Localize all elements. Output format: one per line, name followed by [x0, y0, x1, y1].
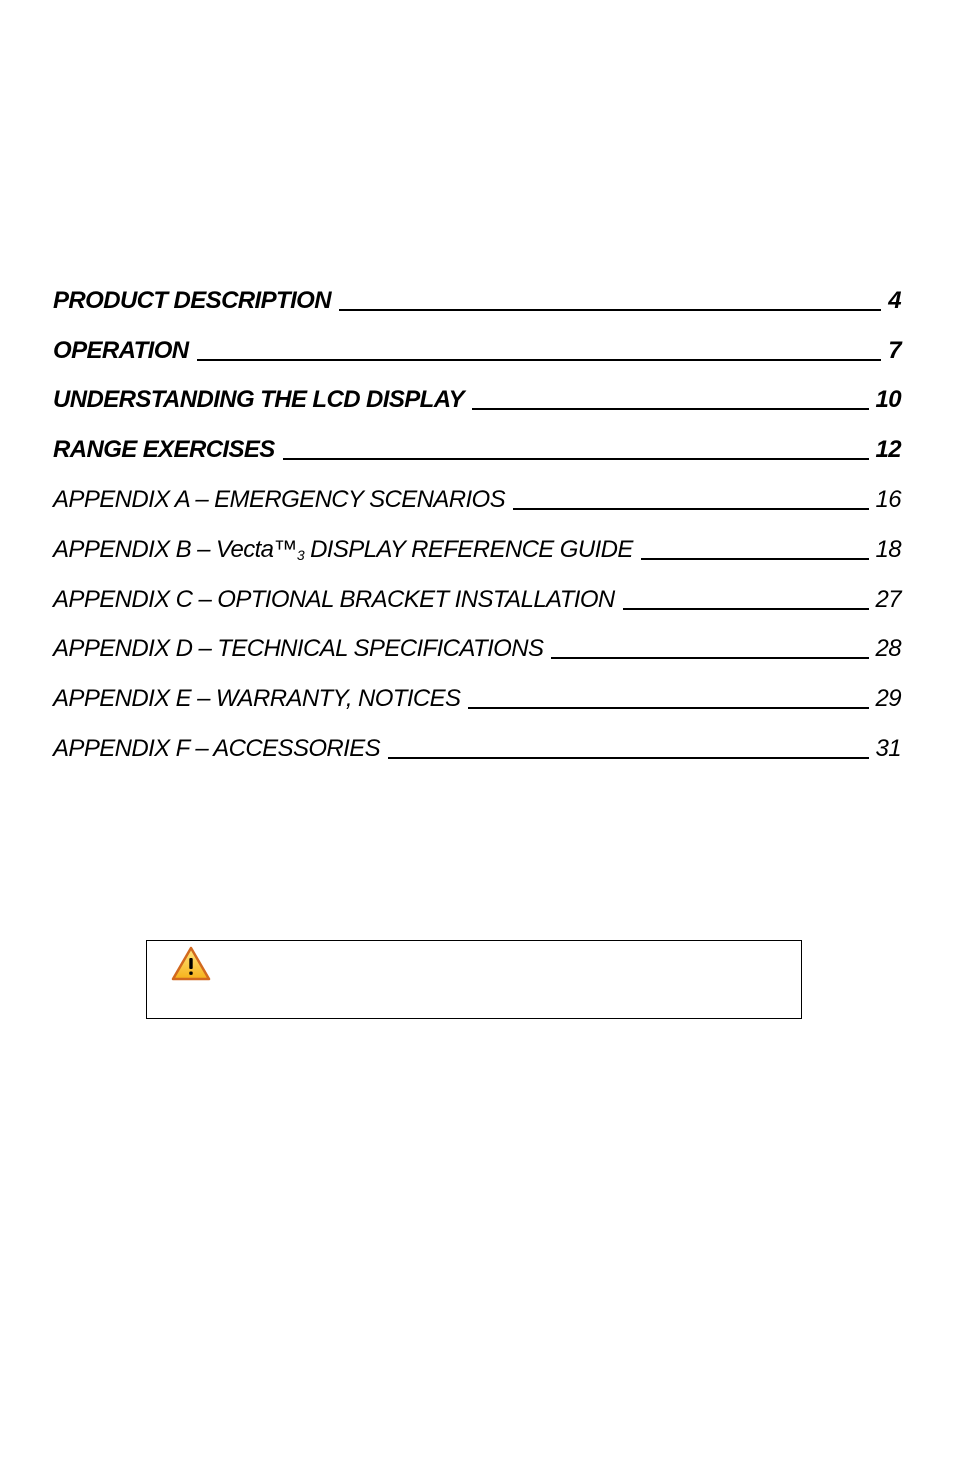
toc-entry-title: APPENDIX F – ACCESSORIES — [53, 734, 381, 762]
toc-leader — [513, 508, 868, 510]
toc-entry-title — [53, 535, 633, 565]
toc-entry-page: 16 — [875, 485, 901, 513]
toc-entry-page: 18 — [875, 535, 901, 563]
toc-leader — [283, 458, 869, 460]
toc-entry[interactable] — [53, 714, 901, 764]
toc-leader — [472, 408, 868, 410]
toc-entry-title-subscript: 3 — [296, 546, 304, 563]
toc-leader — [468, 707, 868, 709]
toc-leader — [197, 359, 882, 361]
toc-entry-title: PRODUCT DESCRIPTION — [53, 286, 331, 314]
toc-entry-title: APPENDIX C – OPTIONAL BRACKET INSTALLATION — [53, 585, 615, 613]
toc-leader — [339, 309, 881, 311]
toc-entry-title-prefix: APPENDIX B – Vecta™ — [53, 535, 297, 563]
toc-entry[interactable] — [53, 664, 901, 714]
toc-entry-page: 12 — [875, 436, 901, 464]
toc-entry-page: 27 — [875, 585, 901, 613]
toc-entry-page: 10 — [875, 386, 901, 414]
toc-entry-page: 28 — [875, 635, 901, 663]
toc-leader — [641, 558, 869, 560]
toc-entry-title: OPERATION — [53, 336, 189, 364]
toc-entry[interactable] — [53, 565, 901, 615]
toc-entry-page: 31 — [875, 734, 901, 762]
toc-entry[interactable] — [53, 465, 901, 515]
toc-entry-page: 4 — [888, 286, 901, 314]
toc-entry-title: APPENDIX E – WARRANTY, NOTICES — [53, 685, 461, 713]
toc-entry-title: APPENDIX D – TECHNICAL SPECIFICATIONS — [53, 635, 544, 663]
toc-entry-page: 7 — [888, 336, 901, 364]
warning-triangle-icon — [171, 946, 211, 982]
toc-entry-title: RANGE EXERCISES — [53, 436, 275, 464]
toc-entry[interactable] — [53, 316, 901, 366]
toc-entry[interactable] — [53, 515, 901, 565]
toc-leader — [551, 657, 868, 659]
toc-entry[interactable] — [53, 415, 901, 465]
toc-entry[interactable] — [53, 615, 901, 665]
toc-entry-title: UNDERSTANDING THE LCD DISPLAY — [53, 386, 465, 414]
table-of-contents — [53, 266, 901, 764]
toc-entry-title: APPENDIX A – EMERGENCY SCENARIOS — [53, 485, 506, 513]
toc-leader — [388, 757, 868, 759]
toc-entry-page: 29 — [875, 685, 901, 713]
toc-entry[interactable] — [53, 366, 901, 416]
toc-entry-title-suffix: DISPLAY REFERENCE GUIDE — [304, 535, 633, 563]
warning-box — [146, 940, 802, 1019]
toc-entry[interactable] — [53, 266, 901, 316]
toc-leader — [623, 608, 869, 610]
